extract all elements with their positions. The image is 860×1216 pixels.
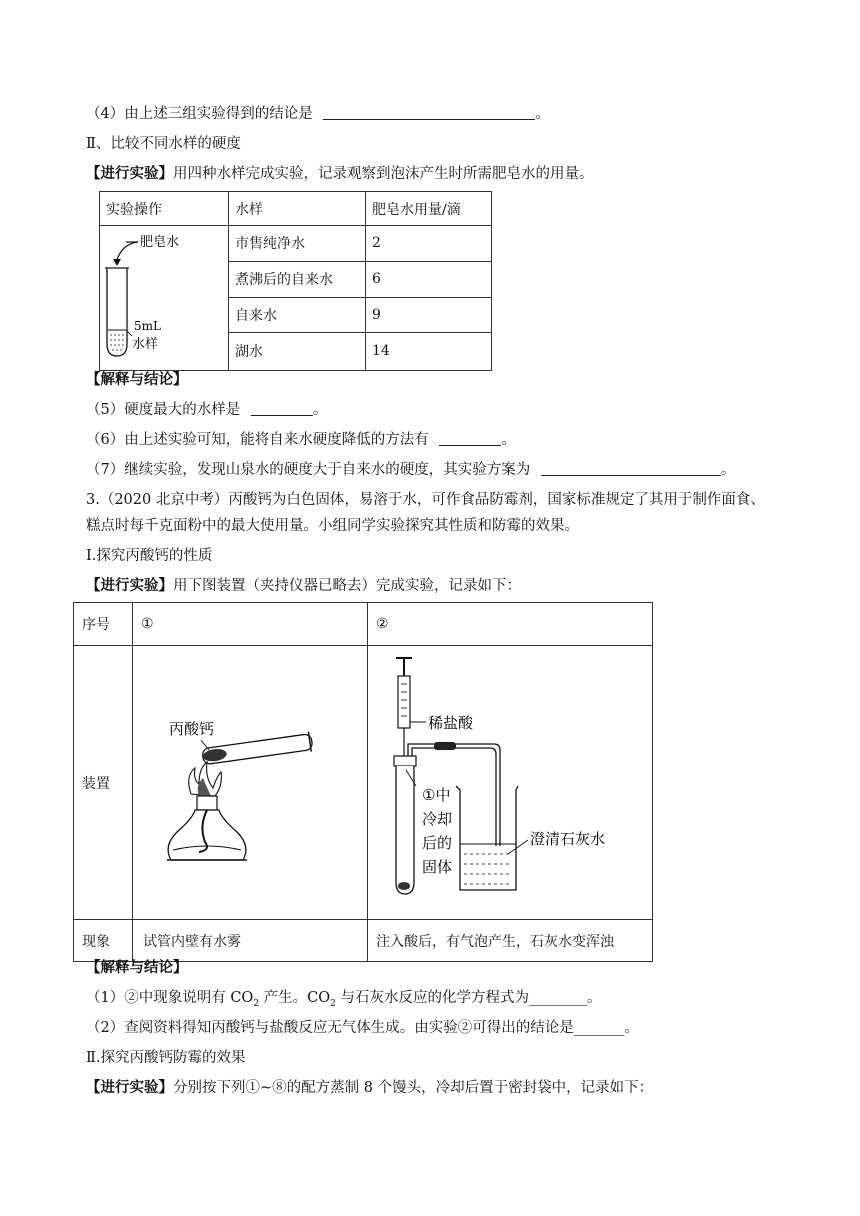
question-2: （2）查阅资料得知丙酸钙与盐酸反应无气体生成。由实验②可得出的结论是_______。 [86, 1020, 639, 1036]
question-5: （5）硬度最大的水样是 。 [86, 402, 328, 418]
question-7: （7）继续实验，发现山泉水的硬度大于自来水的硬度，其实验方案为 。 [86, 462, 736, 478]
question-3-line-1: 3.（2020 北京中考）丙酸钙为白色固体，易溶于水，可作食品防霉剂，国家标准规定了其用于制作面食、 [86, 492, 765, 508]
volume-label: 5mL [134, 319, 161, 333]
table-header-row [74, 603, 653, 646]
experiment-2-intro: 【进行实验】用下图装置（夹持仪器已略去）完成实验，记录如下： [86, 577, 521, 594]
row-label: 现象 [74, 920, 133, 962]
table-header-cell: 序号 [74, 603, 133, 646]
table-row [100, 226, 492, 262]
sample-cell: 湖水 [229, 332, 366, 370]
table-row [74, 920, 653, 962]
drops-cell: 2 [366, 226, 492, 262]
table-row [74, 646, 653, 920]
drops-cell: 14 [366, 332, 492, 370]
soap-water-label: 肥皂水 [140, 235, 180, 250]
heating-apparatus-figure [133, 646, 367, 915]
experiment-3-intro: 【进行实验】分别按下列①~⑧的配方蒸制 8 个馒头，冷却后置于密封袋中，记录如下： [86, 1079, 654, 1096]
table-header-cell: ② [368, 603, 653, 646]
question-4: （4）由上述三组实验得到的结论是 。 [86, 106, 550, 122]
sample-cell: 市售纯净水 [229, 226, 366, 262]
soap-water-table [99, 191, 492, 371]
part-2-title: Ⅱ.探究丙酸钙防霉的效果 [86, 1050, 246, 1066]
conclusion-label-1: 【解释与结论】 [86, 371, 188, 388]
solid-label-4: 固体 [422, 858, 453, 876]
test-tube-figure-cell [100, 226, 229, 371]
solid-label-2: 冷却 [422, 810, 453, 828]
device-1-cell [133, 646, 368, 920]
phenomenon-1: 试管内壁有水雾 [133, 920, 368, 962]
answer-blank [251, 401, 313, 416]
solid-label-1: ①中 [422, 786, 451, 804]
answer-blank [541, 461, 721, 476]
table-header-cell: 肥皂水用量/滴 [366, 192, 492, 226]
table-header-row [100, 192, 492, 226]
test-tube-figure [100, 226, 228, 366]
question-3-line-2: 糕点时每千克面粉中的最大使用量。小组同学实验探究其性质和防霉的效果。 [86, 518, 579, 534]
drops-cell: 9 [366, 297, 492, 332]
water-sample-label: 水样 [132, 337, 159, 352]
table-header-cell: ① [133, 603, 368, 646]
acid-reaction-figure [368, 646, 652, 915]
phenomenon-2: 注入酸后，有气泡产生，石灰水变浑浊 [368, 920, 653, 962]
calcium-propionate-table [73, 602, 653, 962]
calcium-propionate-label: 丙酸钙 [169, 720, 215, 738]
drops-cell: 6 [366, 261, 492, 297]
row-label: 装置 [74, 646, 133, 920]
device-2-cell [368, 646, 653, 920]
answer-blank [323, 105, 535, 120]
part-1-title: I.探究丙酸钙的性质 [86, 548, 213, 564]
dilute-hcl-label: 稀盐酸 [428, 714, 474, 732]
experiment-1-intro: 【进行实验】用四种水样完成实验，记录观察到泡沫产生时所需肥皂水的用量。 [86, 165, 594, 182]
sample-cell: 煮沸后的自来水 [229, 261, 366, 297]
question-1: （1）②中现象说明有 $CO_2$ 产生。$CO_2$ 与石灰水反应的化学方程式为________。 [86, 990, 602, 1009]
limewater-label: 澄清石灰水 [530, 830, 606, 848]
question-6: （6）由上述实验可知，能将自来水硬度降低的方法有 。 [86, 432, 516, 448]
table-header-cell: 实验操作 [100, 192, 229, 226]
table-header-cell: 水样 [229, 192, 366, 226]
answer-blank [439, 431, 501, 446]
section-2-title: Ⅱ、比较不同水样的硬度 [86, 136, 241, 152]
conclusion-label-2: 【解释与结论】 [86, 959, 188, 976]
sample-cell: 自来水 [229, 297, 366, 332]
solid-label-3: 后的 [422, 834, 453, 852]
